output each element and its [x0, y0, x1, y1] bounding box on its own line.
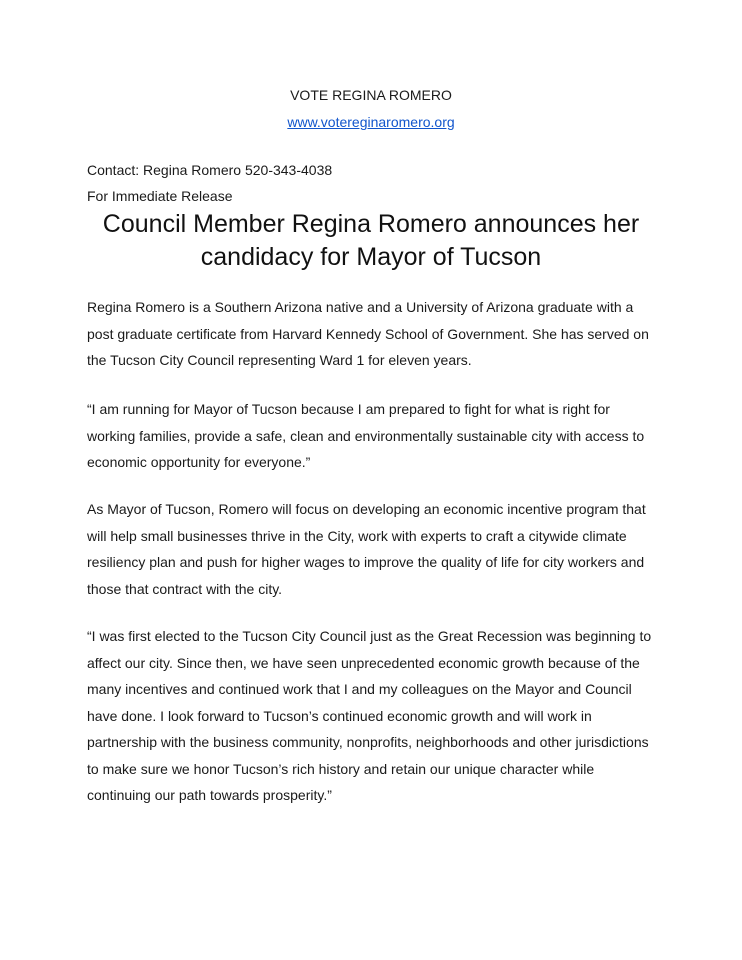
campaign-title: VOTE REGINA ROMERO	[290, 87, 452, 103]
campaign-website-link[interactable]: www.votereginaromero.org	[287, 114, 455, 130]
paragraph-quote-1: “I am running for Mayor of Tucson because I am prepared to fight for what is right for working families, provide a safe, clean and environmentally sustainable city with access to economic opportunity for everyone.”	[87, 401, 645, 470]
release-line: For Immediate Release	[87, 188, 233, 204]
headline: Council Member Regina Romero announces her candidacy for Mayor of Tucson	[102, 210, 640, 271]
paragraph-platform: As Mayor of Tucson, Romero will focus on developing an economic incentive program that will help small businesses thrive in the City, work with experts to craft a citywide climate resiliency plan and push for higher wages to improve the quality of life for city workers and those that contract with the city.	[87, 501, 646, 597]
website-line	[0, 113, 742, 131]
paragraph-quote-2: “I was first elected to the Tucson City Council just as the Great Recession was beginning to affect our city. Since then, we have seen unprecedented economic growth because of the many incentives and continued work that I and my colleagues on the Mayor and Council have done. I look forward to Tucson’s continued economic growth and will work in partnership with the business community, nonprofits, neighborhoods and other jurisdictions to make sure we honor Tucson’s rich history and retain our unique character while continuing our path towards prosperity.”	[87, 628, 652, 803]
paragraph-bio: Regina Romero is a Southern Arizona native and a University of Arizona graduate with a post graduate certificate from Harvard Kennedy School of Government. She has served on the Tucson City Council representing Ward 1 for eleven years.	[87, 299, 649, 368]
contact-line: Contact: Regina Romero 520-343-4038	[87, 162, 333, 178]
